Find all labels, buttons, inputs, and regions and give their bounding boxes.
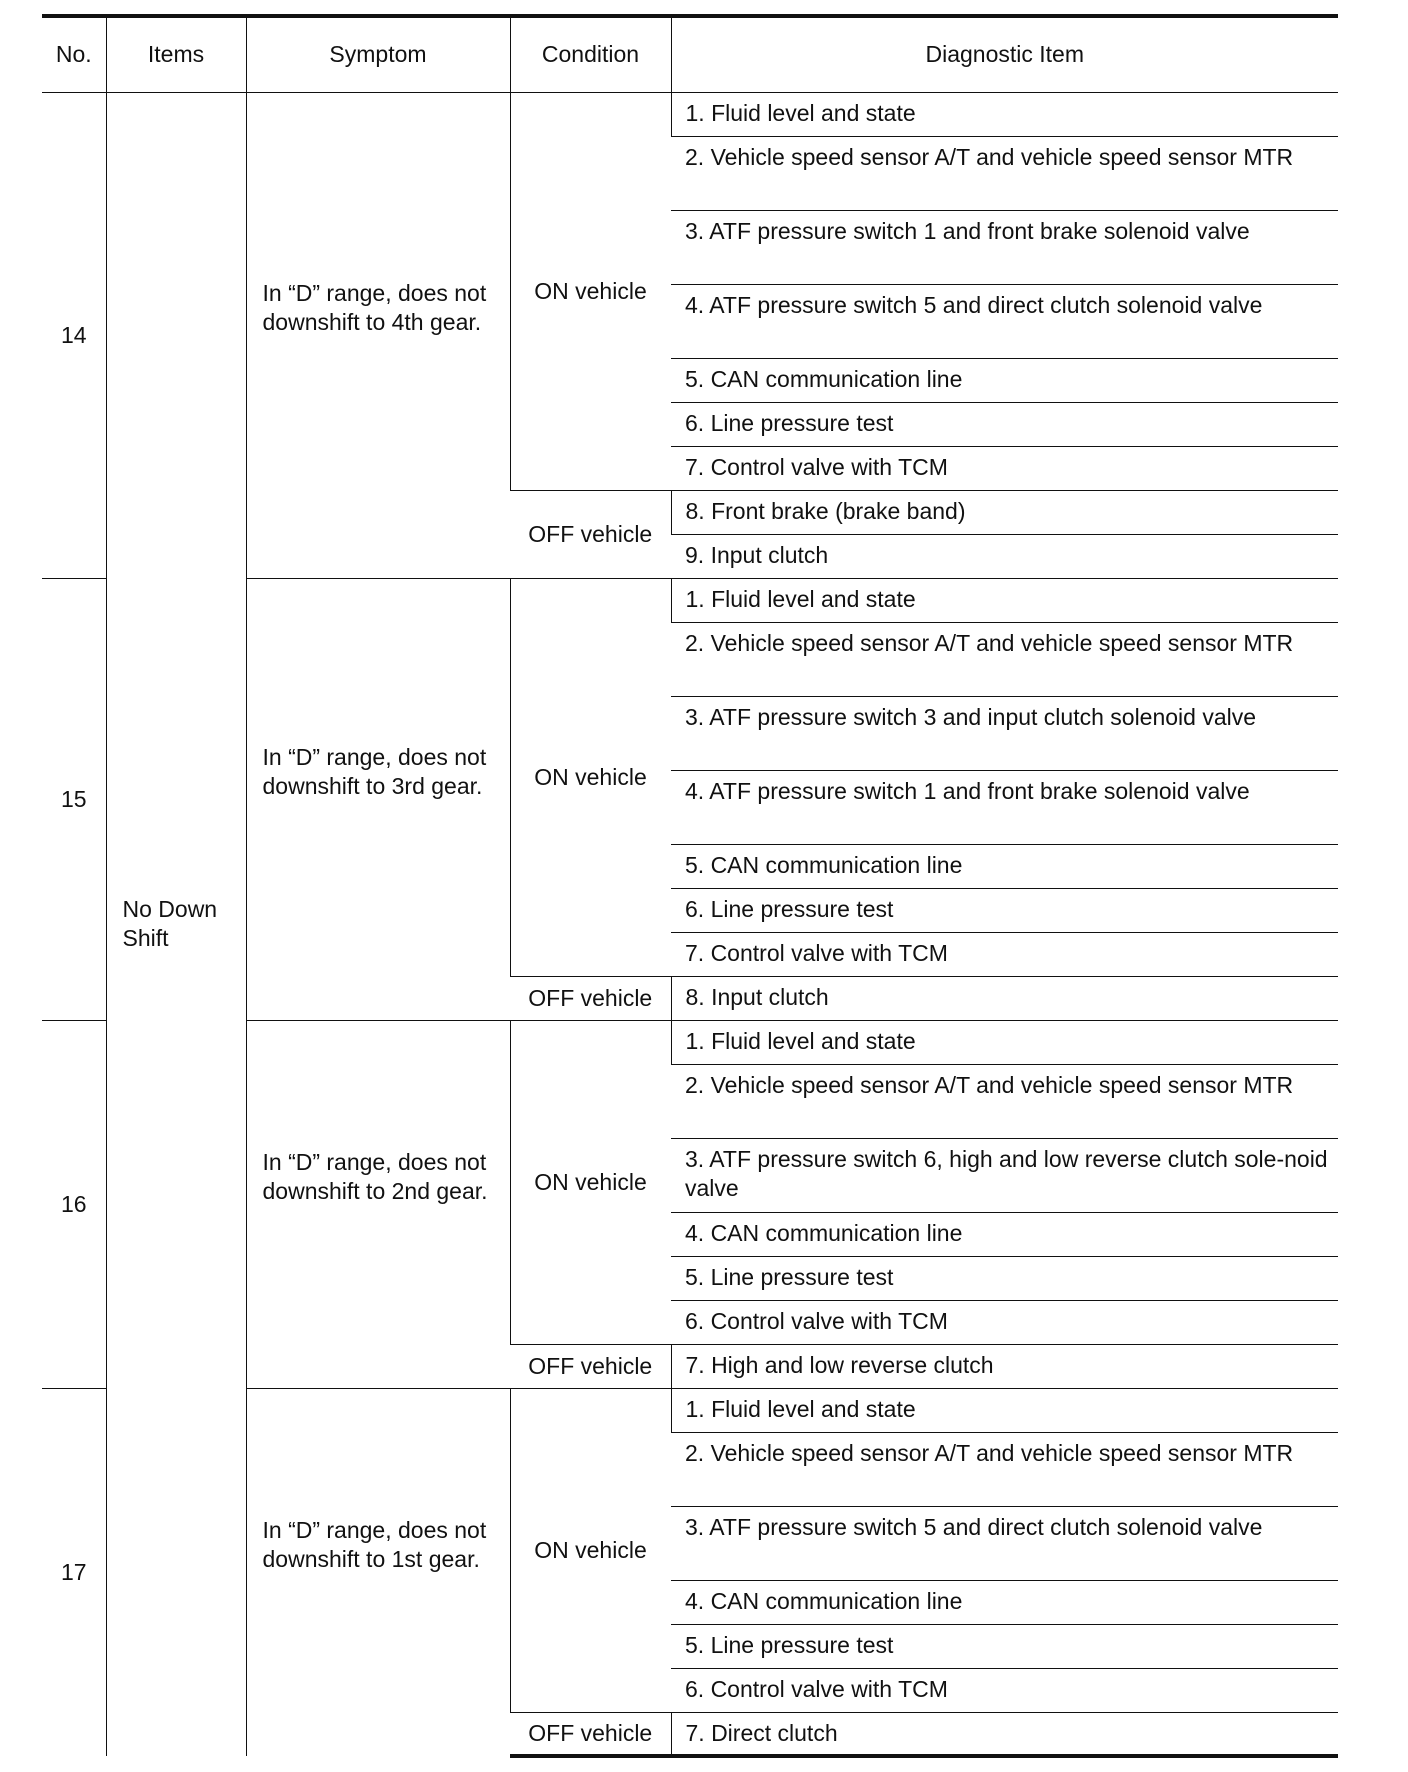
diagnostic-item: 6. Control valve with TCM: [671, 1668, 1338, 1712]
diagnostic-item: 5. CAN communication line: [671, 844, 1338, 888]
diagnostic-item: 1. Fluid level and state: [671, 1020, 1338, 1064]
diagnostic-item: 6. Control valve with TCM: [671, 1300, 1338, 1344]
condition-off-vehicle: OFF vehicle: [510, 1344, 671, 1388]
symptom-cell: In “D” range, does not downshift to 2nd gear.: [246, 1020, 510, 1388]
diagnostic-item: 8. Input clutch: [671, 976, 1338, 1020]
diagnostic-item: 5. Line pressure test: [671, 1256, 1338, 1300]
diagnostic-item: 3. ATF pressure switch 1 and front brake solenoid valve: [671, 210, 1338, 284]
diagnostic-item: 6. Line pressure test: [671, 888, 1338, 932]
diagnostic-item: 3. ATF pressure switch 5 and direct clutch solenoid valve: [671, 1506, 1338, 1580]
diagnostic-item: 7. Control valve with TCM: [671, 446, 1338, 490]
diagnostic-item: 3. ATF pressure switch 6, high and low reverse clutch sole-noid valve: [671, 1138, 1338, 1212]
diagnostic-item: 1. Fluid level and state: [671, 1388, 1338, 1432]
diagnostic-item: 3. ATF pressure switch 3 and input clutch solenoid valve: [671, 696, 1338, 770]
symptom-cell: In “D” range, does not downshift to 4th gear.: [246, 92, 510, 578]
condition-on-vehicle: ON vehicle: [510, 578, 671, 976]
header-no: No.: [42, 16, 106, 92]
diagnostic-item: 5. Line pressure test: [671, 1624, 1338, 1668]
header-items: Items: [106, 16, 246, 92]
diagnostic-item: 7. Direct clutch: [671, 1712, 1338, 1756]
diagnostic-item: 2. Vehicle speed sensor A/T and vehicle speed sensor MTR: [671, 1064, 1338, 1138]
diagnostic-item: 4. CAN communication line: [671, 1580, 1338, 1624]
diagnostic-item: 9. Input clutch: [671, 534, 1338, 578]
diagnosis-sheet: [42, 14, 1338, 1758]
symptom-cell: In “D” range, does not downshift to 3rd gear.: [246, 578, 510, 1020]
row-number: 17: [42, 1388, 106, 1756]
item-no-down-shift: No Down Shift: [106, 92, 246, 1756]
table-header-row: [42, 16, 1338, 92]
header-condition: Condition: [510, 16, 671, 92]
diagnostic-item: 1. Fluid level and state: [671, 578, 1338, 622]
diagnostic-item: 2. Vehicle speed sensor A/T and vehicle speed sensor MTR: [671, 1432, 1338, 1506]
diagnostic-item: 4. ATF pressure switch 5 and direct clutch solenoid valve: [671, 284, 1338, 358]
row-number: 15: [42, 578, 106, 1020]
condition-off-vehicle: OFF vehicle: [510, 1712, 671, 1756]
diagnostic-item: 5. CAN communication line: [671, 358, 1338, 402]
condition-off-vehicle: OFF vehicle: [510, 976, 671, 1020]
condition-on-vehicle: ON vehicle: [510, 1388, 671, 1712]
symptom-cell: In “D” range, does not downshift to 1st gear.: [246, 1388, 510, 1756]
header-diagnostic-item: Diagnostic Item: [671, 16, 1338, 92]
diagnostic-item: 8. Front brake (brake band): [671, 490, 1338, 534]
diagnostic-item: 1. Fluid level and state: [671, 92, 1338, 136]
condition-off-vehicle: OFF vehicle: [510, 490, 671, 578]
diagnostic-item: 4. ATF pressure switch 1 and front brake solenoid valve: [671, 770, 1338, 844]
table-row: [42, 92, 1338, 136]
diagnostic-item: 4. CAN communication line: [671, 1212, 1338, 1256]
diagnostic-item: 7. High and low reverse clutch: [671, 1344, 1338, 1388]
diagnostic-item: 6. Line pressure test: [671, 402, 1338, 446]
diagnostic-item: 7. Control valve with TCM: [671, 932, 1338, 976]
header-symptom: Symptom: [246, 16, 510, 92]
row-number: 16: [42, 1020, 106, 1388]
diagnostic-item: 2. Vehicle speed sensor A/T and vehicle speed sensor MTR: [671, 622, 1338, 696]
diagnosis-table: [42, 14, 1338, 1758]
condition-on-vehicle: ON vehicle: [510, 92, 671, 490]
condition-on-vehicle: ON vehicle: [510, 1020, 671, 1344]
row-number: 14: [42, 92, 106, 578]
diagnostic-item: 2. Vehicle speed sensor A/T and vehicle speed sensor MTR: [671, 136, 1338, 210]
